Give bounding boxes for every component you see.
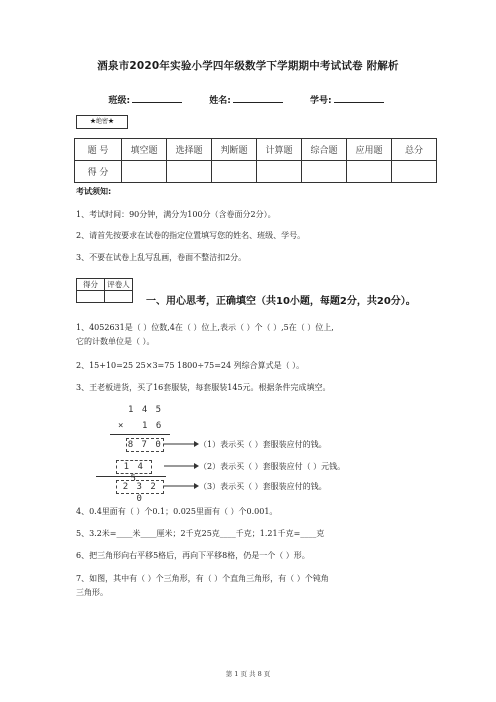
grader-reviewer-label: 评卷人 — [105, 279, 133, 291]
student-info-line — [0, 93, 496, 106]
confidential-stamp: ★绝密★ — [76, 115, 128, 129]
score-table — [74, 138, 437, 183]
page-footer: 第 1 页 共 8 页 — [225, 670, 271, 678]
calc-times-sign: × — [118, 421, 125, 431]
score-row-label: 得 分 — [75, 161, 122, 183]
grader-reviewer-cell[interactable] — [105, 291, 133, 303]
page-title: 酒泉市2020年实验小学四年级数学下学期期中考试试卷 附解析 — [97, 60, 399, 72]
calc-rule — [110, 434, 170, 435]
id-field — [310, 96, 388, 106]
notice-item: 2、请首先按要求在试卷的指定位置填写您的姓名、班级、学号。 — [76, 231, 306, 240]
calc-partial-product-1: 8 7 0 — [127, 440, 163, 450]
section-heading: 一、用心思考，正确填空（共10小题，每题2分，共20分）。 — [146, 296, 416, 307]
id-blank[interactable] — [334, 94, 384, 103]
score-cell[interactable] — [167, 161, 212, 183]
grader-box — [76, 278, 133, 303]
score-header-cell: 填空题 — [122, 139, 167, 161]
question-5: 5、3.2米=____米____厘米；2千克25克____千克；1.21千克=____克 — [76, 529, 325, 538]
score-header-cell: 计算题 — [257, 139, 302, 161]
class-blank[interactable] — [132, 94, 182, 103]
calc-rule — [96, 476, 166, 477]
question-7-line-1: 7、如图，其中有（ ）个三角形，有（ ）个直角三角形，有（ ）个钝角 — [76, 574, 329, 583]
calc-multiplier: 1 6 — [142, 421, 163, 431]
notice-item: 3、不要在试卷上乱写乱画，卷面不整洁扣2分。 — [76, 253, 247, 262]
calc-annotation-3: （3）表示买（ ）套服装应付的钱。 — [199, 482, 327, 491]
score-table-header-row — [75, 139, 437, 161]
name-label: 姓名: — [209, 96, 231, 106]
class-label: 班级: — [108, 96, 131, 106]
question-1-line-2: 它的计数单位是（ ）。 — [76, 337, 155, 346]
name-field — [209, 96, 287, 106]
arrow-icon — [164, 463, 199, 469]
notice-heading: 考试须知: — [76, 187, 112, 196]
question-2: 2、15+10=25 25×3=75 1800÷75=24 列综合算式是（ ）。 — [76, 361, 305, 370]
arrow-icon — [164, 441, 199, 447]
grader-score-cell[interactable] — [77, 291, 105, 303]
question-6: 6、把三角形向右平移5格后，再向下平移8格，仍是一个（ ）形。 — [76, 551, 310, 560]
score-header-cell: 综合题 — [302, 139, 347, 161]
arrow-icons — [160, 438, 200, 498]
score-header-cell: 应用题 — [347, 139, 392, 161]
name-blank[interactable] — [233, 94, 283, 103]
score-cell[interactable] — [122, 161, 167, 183]
score-header-cell: 总分 — [392, 139, 437, 161]
question-1-line-1: 1、4052631是（ ）位数,4在（ ）位上,表示（ ）个（ ）,5在（ ）位上, — [76, 323, 334, 332]
grader-score-label: 得分 — [77, 279, 105, 291]
score-cell[interactable] — [302, 161, 347, 183]
calc-product: 2 3 2 0 — [116, 480, 164, 494]
score-cell[interactable] — [392, 161, 437, 183]
score-header-cell: 题 号 — [75, 139, 122, 161]
arrow-icon — [164, 483, 199, 489]
class-field — [108, 96, 186, 106]
calc-multiplicand: 1 4 5 — [128, 405, 163, 415]
score-cell[interactable] — [257, 161, 302, 183]
calc-annotation-2: （2）表示买（ ）套服装应付（ ）元钱。 — [199, 462, 346, 471]
score-table-score-row — [75, 161, 437, 183]
score-cell[interactable] — [347, 161, 392, 183]
score-header-cell: 选择题 — [167, 139, 212, 161]
question-7-line-2: 三角形。 — [76, 588, 108, 597]
score-cell[interactable] — [212, 161, 257, 183]
score-header-cell: 判断题 — [212, 139, 257, 161]
id-label: 学号: — [309, 96, 332, 106]
notice-item: 1、考试时间：90分钟，满分为100分（含卷面分2分）。 — [76, 210, 276, 219]
question-3: 3、王老板进货，买了16套服装，每套服装145元。根据条件完成填空。 — [76, 383, 331, 392]
question-4: 4、0.4里面有（ ）个0.1；0.025里面有（ ）个0.001。 — [76, 507, 278, 516]
calc-annotation-1: （1）表示买（ ）套服装应付的钱。 — [199, 440, 327, 449]
calc-partial-product-2: 1 4 5 — [116, 460, 152, 474]
